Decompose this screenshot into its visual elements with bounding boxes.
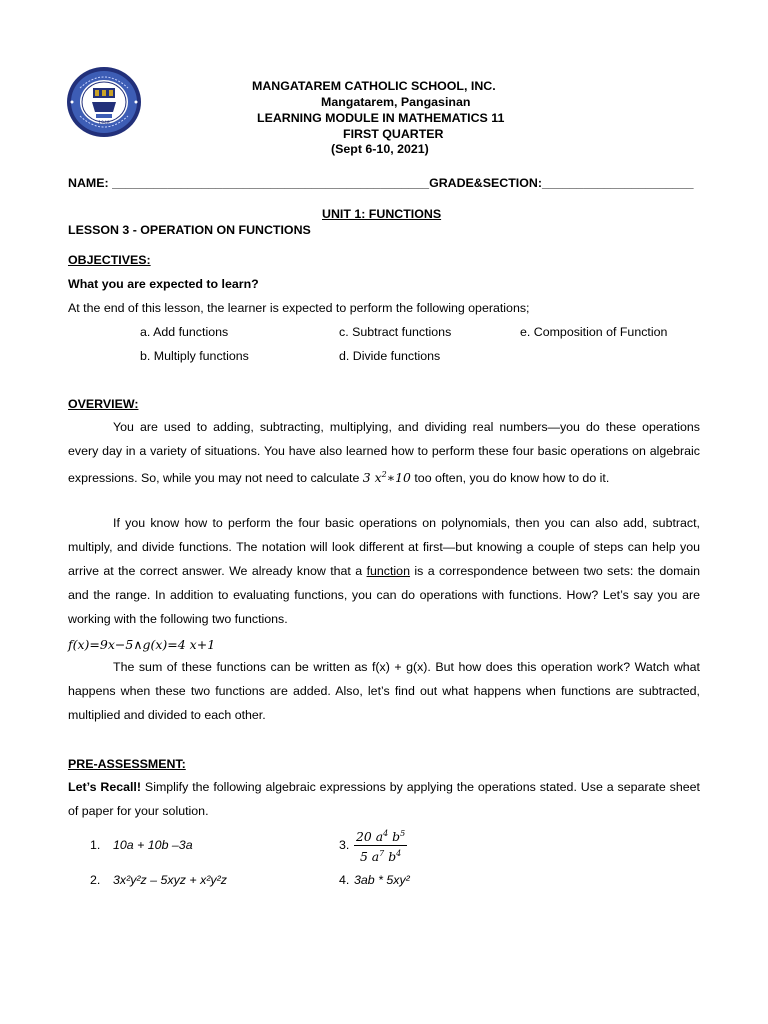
school-location: Mangatarem, Pangasinan <box>321 95 471 109</box>
fraction-denominator: 5 $a^7$ $b^4$ <box>359 849 402 865</box>
expression-2: 3x²y²z – 5xyz + x²y²z <box>113 873 227 887</box>
overview-paragraph-3: The sum of these functions can be written as f(x) + g(x). But how does this operation work? Watch what happens when these two functions are added. Also, let’s find out what happens when functions are subtracted, multiplied and divided to each other. <box>68 660 700 722</box>
objectives-intro: At the end of this lesson, the learner is expected to perform the following operations; <box>68 301 530 315</box>
function-link[interactable]: function <box>366 564 410 578</box>
overview-heading: OVERVIEW: <box>68 397 139 411</box>
objectives-question: What you are expected to learn? <box>68 277 259 291</box>
school-name: MANGATAREM CATHOLIC SCHOOL, INC. <box>252 79 496 93</box>
expression-1: 10a + 10b –3a <box>113 838 193 852</box>
pre-assessment-heading: PRE-ASSESSMENT: <box>68 757 186 771</box>
unit-title: UNIT 1: FUNCTIONS <box>322 207 442 221</box>
module-title: LEARNING MODULE IN MATHEMATICS 11 <box>257 111 505 125</box>
objective-item: c. Subtract functions <box>339 325 452 339</box>
math-expression: 3 $x^2∗10$ <box>362 470 411 486</box>
objective-item: a. Add functions <box>140 325 229 339</box>
objective-item: b. Multiply functions <box>140 349 249 363</box>
recall-label: Let’s Recall! <box>68 780 142 794</box>
quarter-label: FIRST QUARTER <box>343 127 444 141</box>
module-dates: (Sept 6-10, 2021) <box>331 142 429 156</box>
grade-section-label: GRADE&SECTION: <box>429 176 542 190</box>
pre-assessment-instructions: Let’s Recall! Simplify the following algebraic expressions by applying the operations stated. Use a separate sheet of paper for your solution. <box>68 780 700 818</box>
item-number: 4. <box>339 873 350 887</box>
objective-item: d. Divide functions <box>339 349 441 363</box>
lesson-title: LESSON 3 - OPERATION ON FUNCTIONS <box>68 223 311 237</box>
overview-paragraph-2: If you know how to perform the four basic operations on polynomials, then you can also add, subtract, multiply, and divide functions. The notation will look different at first—but knowing a couple of steps can help you arrive at the correct answer. We already know that a function is a correspondence between two sets: the domain and the range. In addition to evaluating functions, you can do operations with functions. How? Let’s say you are working with the following two functions. <box>68 516 700 626</box>
function-formula: f(x)=9x−5∧g(x)=4 x+1 <box>68 637 216 652</box>
item-number: 2. <box>90 873 101 887</box>
expression-3-fraction <box>354 826 407 865</box>
objectives-heading: OBJECTIVES: <box>68 253 151 267</box>
school-logo <box>66 66 142 138</box>
svg-text:1948: 1948 <box>98 121 110 126</box>
student-info-line <box>68 176 700 190</box>
overview-paragraph-1: You are used to adding, subtracting, multiplying, and dividing real numbers—you do these operations every day in a variety of situations. You have also learned how to perform these four basic operations on algebraic expressions. So, while you may not need to calculate 3 $x^2∗10$ too often, you do know how to do it. <box>68 420 700 486</box>
objective-item: e. Composition of Function <box>520 325 668 339</box>
grade-section-blank[interactable]: ______________________ <box>541 176 694 190</box>
item-number: 3. <box>339 838 350 852</box>
expression-4: 3ab * 5xy² <box>354 873 410 887</box>
name-label: NAME: <box>68 176 113 190</box>
name-blank[interactable]: ______________________________________________ <box>112 176 430 190</box>
item-number: 1. <box>90 838 101 852</box>
fraction-numerator: 20 $a^4$ $b^5$ <box>354 826 407 846</box>
